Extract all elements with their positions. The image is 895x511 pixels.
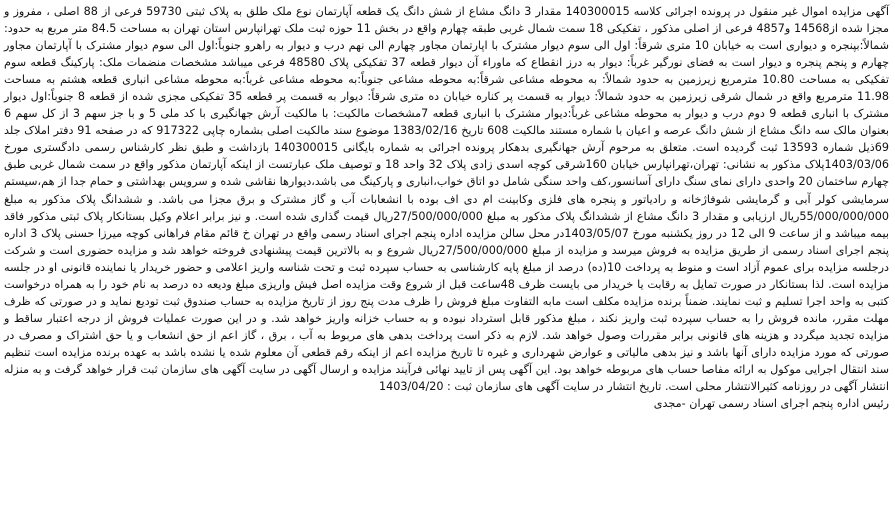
notice-signature: رئیس اداره پنجم اجرای اسناد رسمی تهران -مجدی — [653, 397, 889, 411]
notice-body-text: آگهی مزایده اموال غیر منقول در پرونده اجرائی کلاسه 140300015 مقدار 3 دانگ مشاع از شش دانگ یک قطعه آپارتمان نوع ملک طلق به پلاک ثبتی 59730 فرعی از 88 اصلی ، مفروز و مجزا شده از14568 و4857 فرعی از اصلی مذکور ، تفکیکی 18 سمت شمال غربی طبقه چهارم واقع در بخش 11 حوزه ثبت ملک تهرانپارس استان تهران به مساحت 84.5 متر مربع به حدود: شمالاً:بپنجره و دیواری است به خیابان 10 متری شرقاً: اول الی سوم دیوار مشترک با اپارتمان مجاور چهارم الی نهم درب و دیوار به راهرو جنوباً:اول الی سوم دیوار مشترک با آپارتمان مجاور چهارم و پنجم پنجره و دیوار است به فضای نورگیر غرباً: دیوار به درز انقطاع که ماوراء آن دیوار قطعه 37 تفکیکی پلاک 48580 فرعی میباشد مشخصات منضمات ملک: پارکینگ قطعه سوم تفکیکی به مساحت 10.80 مترمربع زیرزمین به حدود شمالاً: به محوطه مشاعی شرقاً:به محوطه مشاعی جنوباً:به محوطه مشاعی غرباً:به محوطه مشاعی انباری قطعه هشتم به مساحت 11.98 مترمربع واقع در شمال شرقی زیرزمین به حدود شمالاً: دیوار به قسمت پر کناره خیابان ده متری شرقاً: دیوار به قسمت پر قطعه 35 تفکیکی مجزی شده از قطعه 8 جنوباً:اول دیوار مشترک با انباری قطعه 9 دوم درب و دیوار به محوطه مشاعی غرباً:دیوار مشترک با انباری قطعه 7مشخصات مالکیت: با مالکیت آرش جهانگیری با کد ملی 5 و با جز سهم 3 از کل سهم 6 بعنوان مالک سه دانگ مشاع از شش دانگ عرصه و اعیان با شماره مستند مالکیت 608 تاریخ 1383/02/16 موضوع سند مالکیت اصلی بشماره چاپی 917322 که در صفحه 91 دفتر املاک جلد 69ذیل شماره 13593 ثبت گردیده است. متعلق به مرحوم آرش جهانگیری بدهکار پرونده اجرائی به شماره بایگانی 140300015 بازداشت و طبق نظر کارشناس رسمی دادگستری مورخ 1403/03/06پلاک مذکور به نشانی: تهران،تهرانپارس خیابان 160شرقی کوچه اسدی زادی پلاک 32 واحد 18 و توصیف ملک عبارتست از اینکه آپارتمان مذکور واقع در سمت شمال غربی طبق چهارم ساختمان 20 واحدی دارای نمای سنگ دارای آسانسور،کف واحد سنگی شامل دو اتاق خواب،انباری و پارکینگ می باشد،دیوارها نقاشی شده و سرویس بهداشتی و حمام جدا از هم،سیستم سرمایشی کولر آبی و گرمایشی شوفاژخانه و رادیاتور و پنجره های فلزی وکابینت ام دی اف بوده با انشعابات آب و گاز مشترک و برق مجزا می باشد. و ششدانگ پلاک مذکور به مبلغ 55/000/000/000ریال ارزیابی و مقدار 3 دانگ مشاع از ششدانگ پلاک مذکور به مبلغ 27/500/000/000ریال قیمت گذاری شده است. و نیز برابر اعلام وکیل بستانکار پلاک ثبتی مذکور فاقد بیمه میباشد و از ساعت 9 الی 12 در روز یکشنبه مورخ 1403/05/07در محل سالن مزایده اداره پنجم اجرای اسناد رسمی واقع در تهران خ قائم مقام فراهانی کوچه میرزا حسنی پلاک 3 اداره پنجم اجرای اسناد رسمی از طریق مزایده به فروش میرسد و مزایده از مبلغ 27/500/000/000ریال شروع و به بالاترین قیمت پیشنهادی فروخته خواهد شد و مزایده حضوری است و شرکت درجلسه مزایده برای عموم آزاد است و منوط به پرداخت 10(ده) درصد از مبلغ پایه کارشناسی به حساب سپرده ثبت و تحت شناسه واریز اعلامی و حضور خریدار یا نماینده قانونی او در جلسه مزایده است. لذا بستانکار در صورت تمایل به رقابت یا خریدار می بایست ظرف 48ساعت قبل از شروع وقت مزایده اصل فیش واریزی مبلغ ودیعه ده درصد به نام خود را به همراه درخواست کتبی به واحد اجرا تسلیم و ثبت نمایند. ضمناً برنده مزایده مکلف است مابه التفاوت مبلغ فروش را ظرف مدت پنج روز از تاریخ مزایده به حساب صندوق ثبت تودیع نماید و در صورتی که ظرف مهلت مقرر، مانده فروش را به حساب سپرده ثبت واریز نکند ، مبلغ مذکور قابل استرداد نبوده و به حساب خزانه واریز خواهد شد. و در این صورت عملیات فروش از درجه اعتبار ساقط و مزایده تجدید میگردد و هزینه های قانونی برابر مقررات وصول خواهد شد. لازم به ذکر است پرداخت بدهی های مربوط به آب ، برق ، گاز اعم از حق انشعاب و یا حق اشتراک و مصرف در صورتی که مورد مزایده دارای آنها باشد و نیز بدهی مالیاتی و عوارض شهرداری و غیره تا تاریخ مزایده اعم از اینکه رقم قطعی آن معلوم شده یا نشده باشد به عهده برنده مزایده است تنظیم سند انتقال اجرایی موکول به ارائه مفاصا حساب های مربوطه خواهد بود. این آگهی پس از تایید نهائی فرآیند مزایده و ارسال آگهی در سایت آگهی های سازمان ثبت قرار خواهد گرفت و به منزله انتشار آگهی در روزنامه کثیرالانتشار محلی است. تاریخ انتشار در سایت آگهی های سازمان ثبت : 1403/04/20 — [4, 5, 890, 394]
auction-notice — [4, 3, 889, 412]
